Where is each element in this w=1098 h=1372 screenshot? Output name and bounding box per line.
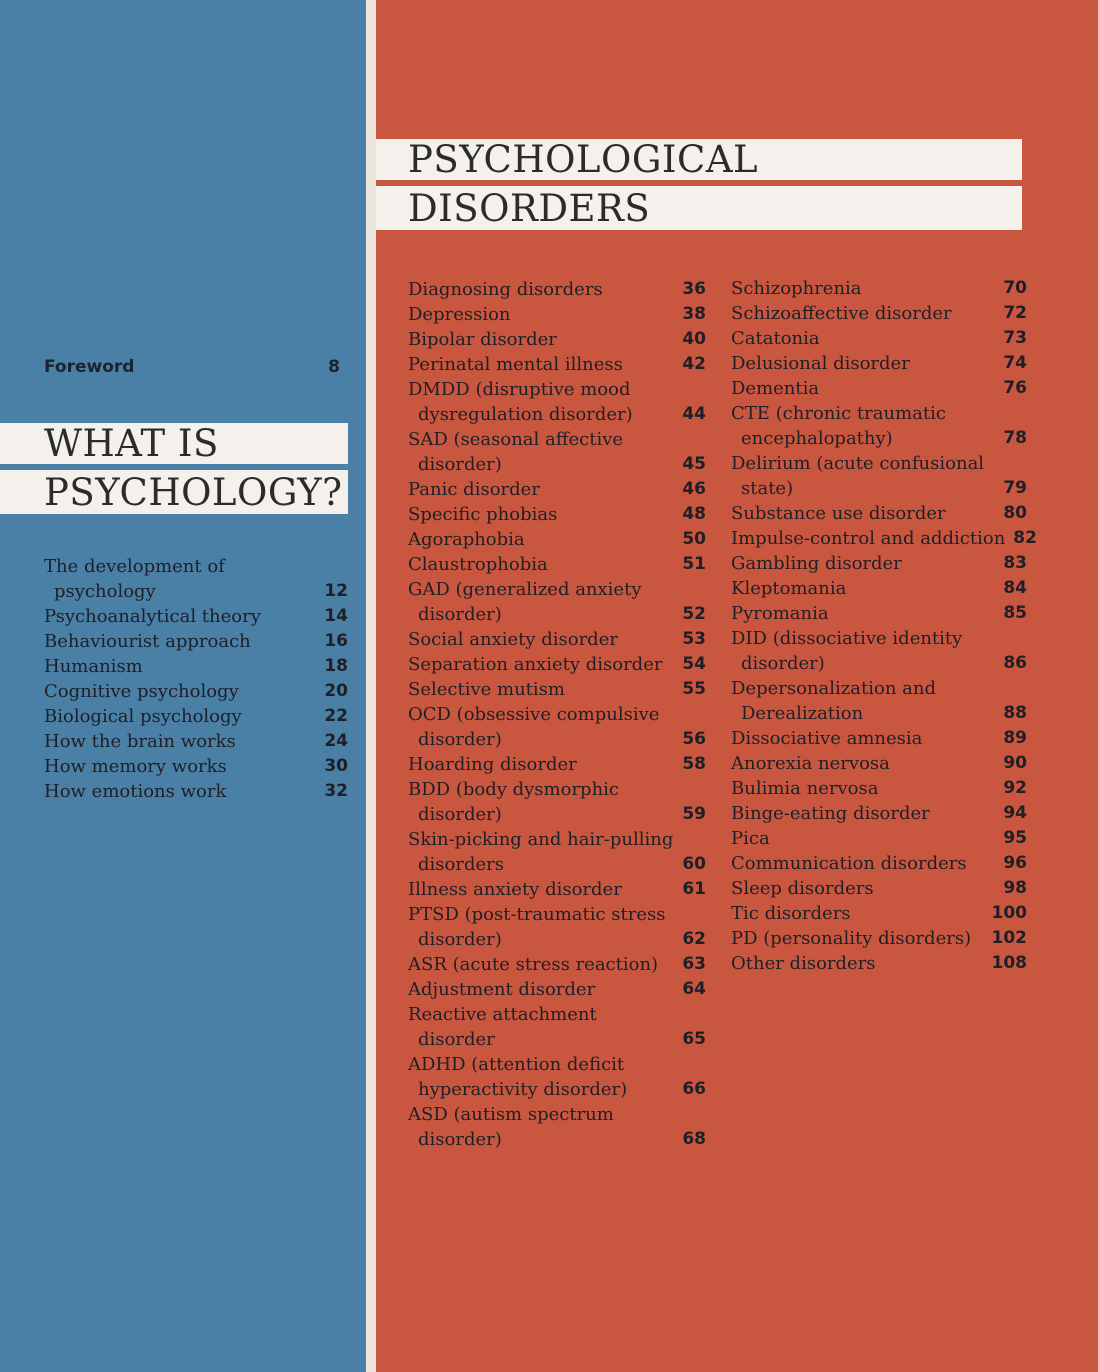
toc-item-title-line: Agoraphobia bbox=[408, 529, 525, 550]
toc-item-page-number: 65 bbox=[682, 1029, 706, 1049]
toc-item-title bbox=[731, 801, 1003, 826]
toc-item-title bbox=[731, 276, 1003, 301]
toc-item-title bbox=[408, 677, 682, 702]
toc-item-title bbox=[731, 551, 1003, 576]
toc-item-page-number: 51 bbox=[682, 554, 706, 574]
toc-item-title-line: Binge-eating disorder bbox=[731, 803, 930, 824]
toc-item-title bbox=[731, 526, 1013, 551]
toc-item-title-line: The development of bbox=[44, 556, 225, 577]
toc-item[interactable] bbox=[408, 702, 706, 752]
page-gutter bbox=[366, 0, 376, 1372]
toc-item-title-line: DMDD (disruptive mood bbox=[408, 379, 631, 400]
toc-item-title-line: Pyromania bbox=[731, 603, 829, 624]
toc-item-page-number: 18 bbox=[324, 656, 348, 676]
toc-item-foreword[interactable] bbox=[44, 354, 340, 380]
toc-item-page-number: 98 bbox=[1003, 878, 1027, 898]
toc-item-page-number: 84 bbox=[1003, 578, 1027, 598]
toc-item-title-line: OCD (obsessive compulsive bbox=[408, 704, 660, 725]
toc-item-title-line: Schizoaffective disorder bbox=[731, 303, 952, 324]
toc-item-page-number: 56 bbox=[682, 729, 706, 749]
toc-item-page-number: 58 bbox=[682, 754, 706, 774]
toc-item-title-line: Schizophrenia bbox=[731, 278, 862, 299]
toc-item-page-number: 94 bbox=[1003, 803, 1027, 823]
toc-item[interactable] bbox=[731, 751, 1027, 776]
toc-item-title-line: disorder) bbox=[741, 653, 825, 674]
toc-item-title-line: Selective mutism bbox=[408, 679, 565, 700]
toc-item[interactable] bbox=[731, 876, 1027, 901]
toc-item-page-number: 48 bbox=[682, 504, 706, 524]
toc-item[interactable] bbox=[408, 902, 706, 952]
toc-item-title-line: Anorexia nervosa bbox=[731, 753, 890, 774]
toc-item-title bbox=[731, 351, 1003, 376]
toc-item[interactable] bbox=[731, 601, 1027, 626]
toc-item-title-line: Panic disorder bbox=[408, 479, 540, 500]
toc-item-title bbox=[731, 501, 1003, 526]
toc-item-title bbox=[731, 626, 1003, 676]
toc-item-title-line: Claustrophobia bbox=[408, 554, 548, 575]
toc-item-title-line: Depression bbox=[408, 304, 511, 325]
toc-item[interactable] bbox=[408, 752, 706, 777]
toc-item[interactable] bbox=[44, 704, 348, 729]
toc-item[interactable] bbox=[731, 626, 1027, 676]
toc-item-title bbox=[731, 726, 1003, 751]
toc-item-title-line: Gambling disorder bbox=[731, 553, 902, 574]
toc-item-title-line: ASD (autism spectrum bbox=[408, 1104, 614, 1125]
toc-item-page-number: 62 bbox=[682, 929, 706, 949]
toc-item-page-number: 59 bbox=[682, 804, 706, 824]
toc-item-page-number: 89 bbox=[1003, 728, 1027, 748]
toc-item-page-number: 68 bbox=[682, 1129, 706, 1149]
toc-list-disorders-column-2 bbox=[731, 276, 1037, 976]
toc-item-title bbox=[731, 751, 1003, 776]
toc-item-title-line: Catatonia bbox=[731, 328, 820, 349]
toc-item[interactable] bbox=[408, 302, 706, 327]
toc-item-page-number: 40 bbox=[682, 329, 706, 349]
toc-item-title-line: Delusional disorder bbox=[731, 353, 910, 374]
toc-item-page-number: 14 bbox=[324, 606, 348, 626]
toc-item-title-line: Depersonalization and bbox=[731, 678, 936, 699]
toc-item[interactable] bbox=[408, 1002, 706, 1052]
toc-item-title bbox=[731, 676, 1003, 726]
toc-item[interactable] bbox=[731, 676, 1027, 726]
section-title-psychological-disorders-line1: PSYCHOLOGICAL bbox=[376, 139, 1022, 180]
toc-item-title-line: Delirium (acute confusional bbox=[731, 453, 985, 474]
toc-item-title bbox=[408, 1002, 682, 1052]
toc-item-title-line: How memory works bbox=[44, 756, 227, 777]
toc-item-title-line: Dissociative amnesia bbox=[731, 728, 923, 749]
toc-item-page-number: 73 bbox=[1003, 328, 1027, 348]
toc-item-page-number: 52 bbox=[682, 604, 706, 624]
toc-item-page-number: 76 bbox=[1003, 378, 1027, 398]
toc-item-page-number: 38 bbox=[682, 304, 706, 324]
toc-item[interactable] bbox=[731, 276, 1027, 301]
toc-item-page-number: 32 bbox=[324, 781, 348, 801]
toc-item-title bbox=[408, 302, 682, 327]
toc-item-title-line: Reactive attachment bbox=[408, 1004, 597, 1025]
toc-item[interactable] bbox=[408, 552, 706, 577]
toc-item[interactable] bbox=[408, 652, 706, 677]
toc-item-title bbox=[408, 377, 682, 427]
toc-item-title-line: ADHD (attention deficit bbox=[408, 1054, 625, 1075]
toc-item-title bbox=[44, 679, 324, 704]
toc-item-title bbox=[408, 527, 682, 552]
toc-item-page-number: 54 bbox=[682, 654, 706, 674]
toc-item[interactable] bbox=[408, 1052, 706, 1102]
toc-item[interactable] bbox=[408, 352, 706, 377]
toc-item-page-number: 12 bbox=[324, 581, 348, 601]
section-title-psychological-disorders-line2: DISORDERS bbox=[376, 186, 1022, 230]
toc-item-title-line: disorder) bbox=[418, 454, 502, 475]
toc-item-page-number: 64 bbox=[682, 979, 706, 999]
toc-item-title-line: Biological psychology bbox=[44, 706, 242, 727]
toc-item-title-line: state) bbox=[741, 478, 794, 499]
toc-item[interactable] bbox=[731, 526, 1037, 551]
toc-item-title-line: Humanism bbox=[44, 656, 143, 677]
toc-item-title bbox=[408, 1102, 682, 1152]
toc-item-title-line: SAD (seasonal affective bbox=[408, 429, 624, 450]
toc-item-title bbox=[408, 1052, 682, 1102]
toc-item-page-number: 55 bbox=[682, 679, 706, 699]
toc-item-title-line: Other disorders bbox=[731, 953, 876, 974]
toc-item-title-line: Diagnosing disorders bbox=[408, 279, 603, 300]
toc-item-title-line: Adjustment disorder bbox=[408, 979, 596, 1000]
toc-item-title bbox=[44, 554, 324, 604]
toc-item-title bbox=[731, 601, 1003, 626]
toc-item-title-line: How emotions work bbox=[44, 781, 227, 802]
toc-item-title bbox=[731, 376, 1003, 401]
toc-item-page-number: 36 bbox=[682, 279, 706, 299]
toc-item[interactable] bbox=[731, 726, 1027, 751]
toc-item-title bbox=[44, 704, 324, 729]
toc-item-title bbox=[408, 352, 682, 377]
toc-item[interactable] bbox=[731, 501, 1027, 526]
toc-item[interactable] bbox=[731, 551, 1027, 576]
toc-item[interactable] bbox=[408, 1102, 706, 1152]
toc-item-title bbox=[408, 502, 682, 527]
toc-item[interactable] bbox=[44, 754, 348, 779]
toc-item-title bbox=[731, 901, 992, 926]
toc-item[interactable] bbox=[731, 801, 1027, 826]
toc-item[interactable] bbox=[731, 351, 1027, 376]
toc-item-title bbox=[44, 754, 324, 779]
toc-item[interactable] bbox=[408, 527, 706, 552]
toc-item-title bbox=[408, 652, 682, 677]
toc-item[interactable] bbox=[44, 729, 348, 754]
toc-item[interactable] bbox=[731, 776, 1027, 801]
toc-item[interactable] bbox=[408, 377, 706, 427]
foreword-label: Foreword bbox=[44, 357, 135, 377]
toc-item-title bbox=[731, 876, 1003, 901]
toc-list-what-is-psychology bbox=[44, 554, 348, 804]
toc-item-title bbox=[731, 926, 992, 951]
toc-item-title bbox=[408, 477, 682, 502]
toc-item-title bbox=[731, 951, 992, 976]
toc-item-title-line: psychology bbox=[54, 581, 156, 602]
toc-item-page-number: 95 bbox=[1003, 828, 1027, 848]
toc-item-page-number: 46 bbox=[682, 479, 706, 499]
toc-item[interactable] bbox=[44, 679, 348, 704]
toc-item-title bbox=[408, 627, 682, 652]
toc-item-title bbox=[408, 327, 682, 352]
toc-item-title-line: GAD (generalized anxiety bbox=[408, 579, 642, 600]
toc-item[interactable] bbox=[44, 629, 348, 654]
toc-item-page-number: 108 bbox=[991, 953, 1027, 973]
toc-item-page-number: 22 bbox=[324, 706, 348, 726]
toc-item[interactable] bbox=[408, 327, 706, 352]
toc-item-title-line: ASR (acute stress reaction) bbox=[408, 954, 659, 975]
toc-item-title bbox=[408, 977, 682, 1002]
toc-item-title bbox=[408, 552, 682, 577]
toc-item-page-number: 61 bbox=[682, 879, 706, 899]
toc-item-title bbox=[44, 779, 324, 804]
toc-item-title-line: Bulimia nervosa bbox=[731, 778, 879, 799]
toc-item-page-number: 30 bbox=[324, 756, 348, 776]
toc-list-disorders-column-1 bbox=[408, 277, 706, 1152]
toc-item-title-line: PD (personality disorders) bbox=[731, 928, 972, 949]
toc-item[interactable] bbox=[408, 977, 706, 1002]
toc-item-title-line: Behaviourist approach bbox=[44, 631, 251, 652]
toc-item-title bbox=[408, 427, 682, 477]
toc-item-title bbox=[408, 277, 682, 302]
toc-item-page-number: 45 bbox=[682, 454, 706, 474]
toc-item[interactable] bbox=[44, 654, 348, 679]
toc-item[interactable] bbox=[731, 951, 1027, 976]
toc-item[interactable] bbox=[408, 777, 706, 827]
toc-item[interactable] bbox=[731, 451, 1027, 501]
toc-item-page-number: 100 bbox=[991, 903, 1027, 923]
toc-item-page-number: 86 bbox=[1003, 653, 1027, 673]
toc-item[interactable] bbox=[408, 677, 706, 702]
toc-item-page-number: 79 bbox=[1003, 478, 1027, 498]
toc-item-page-number: 63 bbox=[682, 954, 706, 974]
toc-item-title bbox=[408, 902, 682, 952]
toc-item-title-line: Bipolar disorder bbox=[408, 329, 557, 350]
toc-item-title-line: Tic disorders bbox=[731, 903, 851, 924]
toc-item-page-number: 24 bbox=[324, 731, 348, 751]
toc-item-page-number: 42 bbox=[682, 354, 706, 374]
toc-item-title bbox=[731, 826, 1003, 851]
toc-item-title-line: Cognitive psychology bbox=[44, 681, 239, 702]
toc-item[interactable] bbox=[408, 877, 706, 902]
toc-item-title-line: encephalopathy) bbox=[741, 428, 893, 449]
toc-item-title-line: How the brain works bbox=[44, 731, 236, 752]
toc-item-title-line: disorder) bbox=[418, 804, 502, 825]
toc-item-title bbox=[731, 401, 1003, 451]
toc-item[interactable] bbox=[731, 326, 1027, 351]
toc-item[interactable] bbox=[44, 554, 348, 604]
toc-item-page-number: 66 bbox=[682, 1079, 706, 1099]
toc-item-title-line: BDD (body dysmorphic bbox=[408, 779, 619, 800]
toc-item-title-line: Derealization bbox=[741, 703, 864, 724]
toc-item-page-number: 20 bbox=[324, 681, 348, 701]
toc-item[interactable] bbox=[731, 576, 1027, 601]
toc-item-page-number: 50 bbox=[682, 529, 706, 549]
toc-item[interactable] bbox=[731, 376, 1027, 401]
toc-item-page-number: 44 bbox=[682, 404, 706, 424]
toc-item-title bbox=[44, 729, 324, 754]
toc-item-title bbox=[408, 877, 682, 902]
toc-item-title-line: PTSD (post-traumatic stress bbox=[408, 904, 666, 925]
toc-item-title-line: Dementia bbox=[731, 378, 820, 399]
toc-item-title bbox=[731, 301, 1003, 326]
toc-item-title-line: disorder bbox=[418, 1029, 495, 1050]
toc-item[interactable] bbox=[44, 604, 348, 629]
toc-item[interactable] bbox=[408, 427, 706, 477]
toc-item-page-number: 96 bbox=[1003, 853, 1027, 873]
toc-item[interactable] bbox=[408, 627, 706, 652]
toc-item-title-line: disorders bbox=[418, 854, 504, 875]
toc-item-title-line: Separation anxiety disorder bbox=[408, 654, 663, 675]
toc-item-title-line: Social anxiety disorder bbox=[408, 629, 618, 650]
toc-item-title-line: Specific phobias bbox=[408, 504, 558, 525]
toc-item-title-line: Skin-picking and hair-pulling bbox=[408, 829, 674, 850]
toc-item-title bbox=[408, 702, 682, 752]
toc-item-title-line: Impulse-control and addiction bbox=[731, 528, 1006, 549]
toc-item[interactable] bbox=[731, 401, 1027, 451]
toc-item-title bbox=[731, 851, 1003, 876]
toc-item-title bbox=[408, 777, 682, 827]
toc-item-page-number: 53 bbox=[682, 629, 706, 649]
toc-item[interactable] bbox=[408, 577, 706, 627]
toc-item-title bbox=[731, 576, 1003, 601]
toc-item[interactable] bbox=[408, 477, 706, 502]
toc-item-title bbox=[44, 604, 324, 629]
section-title-what-is-psychology-line2: PSYCHOLOGY? bbox=[0, 470, 348, 514]
toc-item-title-line: disorder) bbox=[418, 729, 502, 750]
toc-item-title bbox=[731, 326, 1003, 351]
section-title-what-is-psychology-line1: WHAT IS bbox=[0, 423, 348, 464]
toc-item-title bbox=[408, 577, 682, 627]
toc-item-title bbox=[408, 827, 682, 877]
toc-item-page-number: 80 bbox=[1003, 503, 1027, 523]
toc-item-page-number: 90 bbox=[1003, 753, 1027, 773]
toc-item-title-line: DID (dissociative identity bbox=[731, 628, 963, 649]
toc-item-page-number: 60 bbox=[682, 854, 706, 874]
toc-item-title-line: Pica bbox=[731, 828, 770, 849]
foreword-page: 8 bbox=[328, 357, 340, 377]
toc-item[interactable] bbox=[44, 779, 348, 804]
toc-item-title-line: Hoarding disorder bbox=[408, 754, 577, 775]
toc-item[interactable] bbox=[731, 901, 1027, 926]
toc-item-title bbox=[731, 776, 1003, 801]
toc-item-page-number: 74 bbox=[1003, 353, 1027, 373]
toc-item-title-line: disorder) bbox=[418, 604, 502, 625]
toc-item[interactable] bbox=[408, 502, 706, 527]
toc-item-page-number: 16 bbox=[324, 631, 348, 651]
toc-item-title-line: disorder) bbox=[418, 929, 502, 950]
toc-item-page-number: 102 bbox=[991, 928, 1027, 948]
toc-item-title-line: Sleep disorders bbox=[731, 878, 874, 899]
toc-item-title bbox=[44, 654, 324, 679]
toc-item[interactable] bbox=[408, 277, 706, 302]
toc-item[interactable] bbox=[731, 301, 1027, 326]
toc-item-title-line: CTE (chronic traumatic bbox=[731, 403, 946, 424]
toc-item[interactable] bbox=[408, 952, 706, 977]
toc-item-title-line: Kleptomania bbox=[731, 578, 847, 599]
toc-item-page-number: 85 bbox=[1003, 603, 1027, 623]
toc-item-page-number: 83 bbox=[1003, 553, 1027, 573]
toc-item-title-line: Communication disorders bbox=[731, 853, 967, 874]
toc-item-title-line: Substance use disorder bbox=[731, 503, 946, 524]
toc-item-page-number: 82 bbox=[1013, 528, 1037, 548]
toc-item-page-number: 72 bbox=[1003, 303, 1027, 323]
toc-item-title-line: Illness anxiety disorder bbox=[408, 879, 622, 900]
toc-item-page-number: 88 bbox=[1003, 703, 1027, 723]
toc-item[interactable] bbox=[408, 827, 706, 877]
toc-item-title-line: dysregulation disorder) bbox=[418, 404, 633, 425]
toc-item-title bbox=[408, 752, 682, 777]
toc-item-title-line: disorder) bbox=[418, 1129, 502, 1150]
toc-item-page-number: 92 bbox=[1003, 778, 1027, 798]
toc-item[interactable] bbox=[731, 851, 1027, 876]
toc-item[interactable] bbox=[731, 826, 1027, 851]
toc-item-title-line: hyperactivity disorder) bbox=[418, 1079, 628, 1100]
toc-item-page-number: 70 bbox=[1003, 278, 1027, 298]
toc-item-title bbox=[408, 952, 682, 977]
toc-item-title bbox=[44, 629, 324, 654]
toc-item-page-number: 78 bbox=[1003, 428, 1027, 448]
toc-item-title-line: Perinatal mental illness bbox=[408, 354, 623, 375]
toc-item-title bbox=[731, 451, 1003, 501]
toc-item-title-line: Psychoanalytical theory bbox=[44, 606, 261, 627]
toc-item[interactable] bbox=[731, 926, 1027, 951]
